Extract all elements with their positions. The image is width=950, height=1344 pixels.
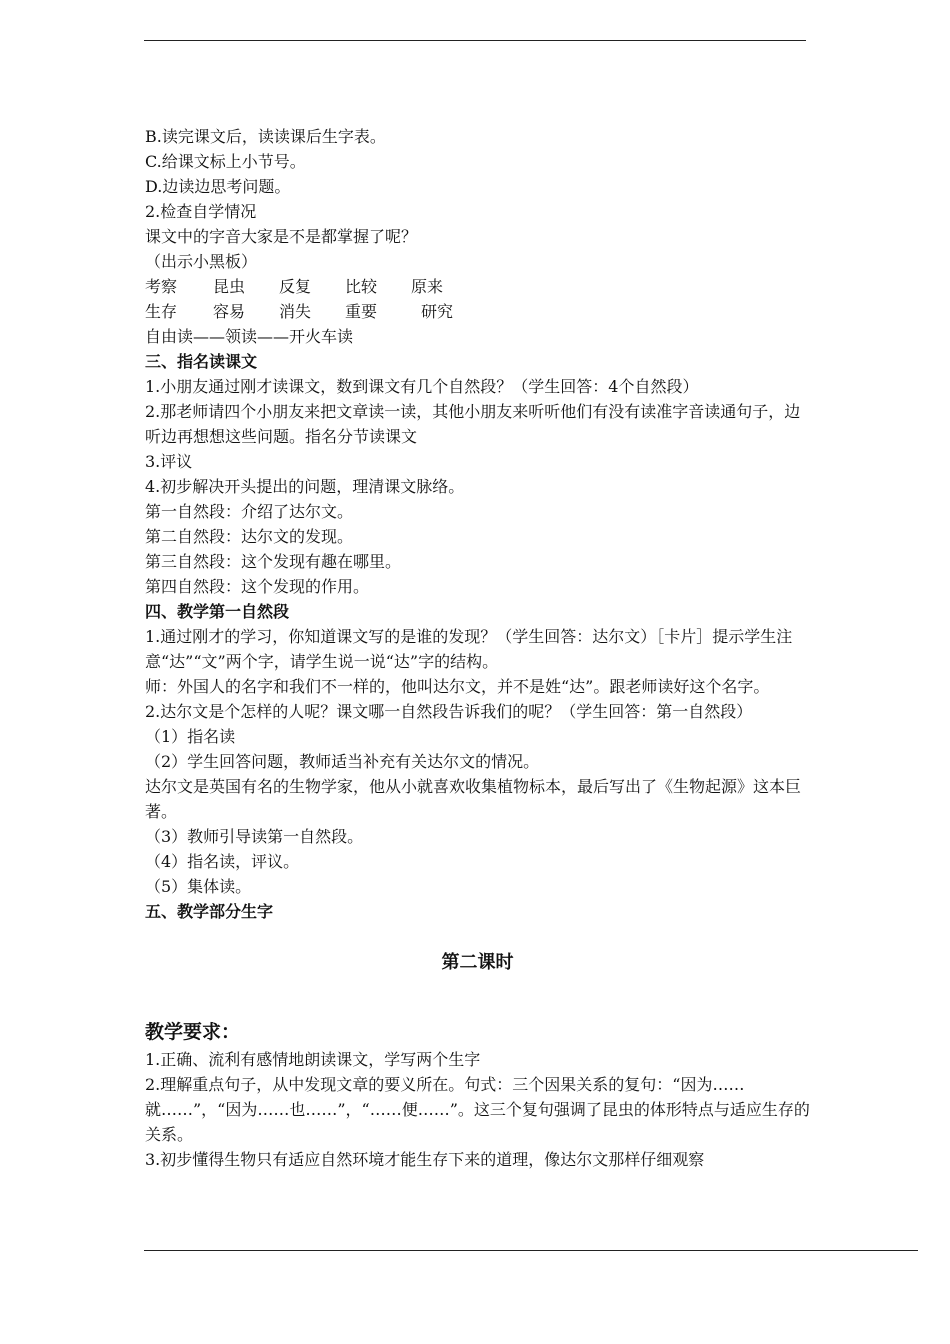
- vocab-word: 反复: [279, 277, 312, 296]
- text-line: 第三自然段：这个发现有趣在哪里。: [145, 552, 402, 571]
- text-paragraph: 2.那老师请四个小朋友来把文章读一读，其他小朋友来听听他们有没有读准字音读通句子，边听边再想想这些问题。指名分节读课文: [145, 402, 801, 446]
- text-line: 4.初步解决开头提出的问题，理清课文脉络。: [145, 477, 465, 496]
- vocab-word: 消失: [279, 302, 312, 321]
- vocab-word: 容易: [213, 302, 246, 321]
- session-title: 第二课时: [441, 952, 514, 973]
- vocab-word: 原来: [411, 277, 444, 296]
- text-line: 第四自然段：这个发现的作用。: [145, 577, 370, 596]
- section-heading: 五、教学部分生字: [145, 902, 274, 921]
- requirements-list: [145, 1047, 810, 1172]
- text-line: 第一自然段：介绍了达尔文。: [145, 502, 354, 521]
- text-paragraph: 达尔文是英国有名的生物学家，他从小就喜欢收集植物标本，最后写出了《生物起源》这本巨著。: [145, 777, 802, 821]
- text-line: B.读完课文后，读读课后生字表。: [145, 127, 386, 146]
- text-paragraph: 师：外国人的名字和我们不一样的，他叫达尔文，并不是姓“达”。跟老师读好这个名字。: [145, 677, 770, 696]
- section-heading: 四、教学第一自然段: [145, 602, 290, 621]
- document-body: [145, 124, 810, 1172]
- requirements-title: 教学要求：: [145, 1021, 241, 1043]
- text-line: D.边读边思考问题。: [145, 177, 291, 196]
- requirement-item: 1.正确、流利有感情地朗读课文，学写两个生字: [145, 1050, 481, 1069]
- text-line: 课文中的字音大家是不是都掌握了呢？: [145, 227, 418, 246]
- footer-rule: [144, 1250, 918, 1251]
- text-line: （出示小黑板）: [145, 252, 258, 271]
- section-heading: 三、指名读课文: [145, 352, 258, 371]
- vocab-word: 比较: [345, 277, 378, 296]
- vocab-word: 研究: [421, 302, 454, 321]
- text-line: 自由读——领读——开火车读: [145, 327, 354, 346]
- requirement-item: 3.初步懂得生物只有适应自然环境才能生存下来的道理，像达尔文那样仔细观察: [145, 1150, 705, 1169]
- text-line: （1）指名读: [145, 727, 236, 746]
- vocab-word: 生存: [145, 302, 178, 321]
- vocab-word: 考察: [145, 277, 178, 296]
- text-line: （4）指名读，评议。: [145, 852, 300, 871]
- vocab-word: 重要: [345, 302, 378, 321]
- text-line: （2）学生回答问题，教师适当补充有关达尔文的情况。: [145, 752, 540, 771]
- vocabulary-row-2: [145, 299, 810, 324]
- text-line: 3.评议: [145, 452, 193, 471]
- text-line: （3）教师引导读第一自然段。: [145, 827, 364, 846]
- requirement-item: 2.理解重点句子，从中发现文章的要义所在。句式：三个因果关系的复句：“因为……就……”，“因为……也……”，“……便……”。这三个复句强调了昆虫的体形特点与适应生存的关系。: [145, 1075, 810, 1144]
- text-paragraph: 2.达尔文是个怎样的人呢？课文哪一自然段告诉我们的呢？（学生回答：第一自然段）: [145, 702, 753, 721]
- text-line: 2.检查自学情况: [145, 202, 257, 221]
- text-line: 第二自然段：达尔文的发现。: [145, 527, 354, 546]
- text-line: （5）集体读。: [145, 877, 252, 896]
- text-line: 1.小朋友通过刚才读课文，数到课文有几个自然段？（学生回答：4个自然段）: [145, 377, 699, 396]
- vocab-word: 昆虫: [213, 277, 246, 296]
- text-paragraph: 1.通过刚才的学习，你知道课文写的是谁的发现？（学生回答：达尔文）［卡片］提示学生注意“达”“文”两个字，请学生说一说“达”字的结构。: [145, 627, 793, 671]
- header-rule: [144, 40, 806, 41]
- vocabulary-row-1: [145, 274, 810, 299]
- text-line: C.给课文标上小节号。: [145, 152, 306, 171]
